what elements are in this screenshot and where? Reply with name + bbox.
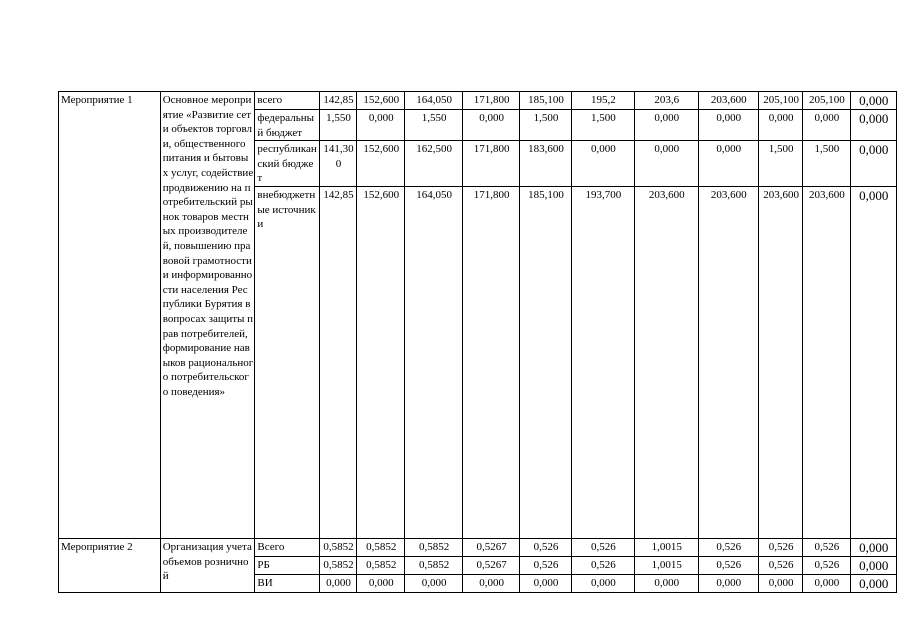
value-cell: 0,000 [850, 110, 896, 141]
value-cell: 0,000 [571, 574, 634, 592]
value-cell: 152,600 [357, 92, 405, 110]
value-cell: 0,5852 [357, 556, 405, 574]
value-cell: 203,6 [635, 92, 698, 110]
value-cell: 0,5852 [357, 538, 405, 556]
value-cell: 0,000 [850, 92, 896, 110]
value-cell: 1,0015 [635, 556, 698, 574]
value-cell: 142,85 [319, 186, 356, 538]
value-cell: 0,526 [698, 538, 758, 556]
funding-source-cell: ВИ [255, 574, 319, 592]
funding-source-cell: РБ [255, 556, 319, 574]
value-cell: 0,000 [698, 574, 758, 592]
value-cell: 171,800 [462, 92, 519, 110]
value-cell: 0,000 [462, 110, 519, 141]
table-row [59, 538, 897, 556]
value-cell: 0,000 [850, 141, 896, 187]
value-cell: 152,600 [357, 141, 405, 187]
event-description-cell: Организация учета объемов розничной [160, 538, 255, 592]
funding-source-cell: внебюджетные источники [255, 186, 319, 538]
value-cell: 0,000 [520, 574, 571, 592]
value-cell: 141,300 [319, 141, 356, 187]
value-cell: 0,000 [698, 110, 758, 141]
value-cell: 0,526 [571, 538, 634, 556]
value-cell: 0,000 [803, 574, 850, 592]
value-cell: 164,050 [405, 186, 462, 538]
value-cell: 0,5267 [462, 556, 519, 574]
value-cell: 1,500 [758, 141, 802, 187]
value-cell: 0,526 [520, 538, 571, 556]
value-cell: 0,000 [850, 538, 896, 556]
value-cell: 0,5852 [319, 538, 356, 556]
table-body [59, 92, 897, 593]
table-row [59, 92, 897, 110]
value-cell: 0,000 [357, 574, 405, 592]
value-cell: 0,000 [698, 141, 758, 187]
value-cell: 0,526 [571, 556, 634, 574]
value-cell: 0,526 [698, 556, 758, 574]
value-cell: 0,000 [850, 186, 896, 538]
value-cell: 0,000 [571, 141, 634, 187]
funding-source-cell: республиканский бюджет [255, 141, 319, 187]
value-cell: 185,100 [520, 92, 571, 110]
value-cell: 195,2 [571, 92, 634, 110]
value-cell: 1,500 [571, 110, 634, 141]
value-cell: 0,526 [758, 538, 802, 556]
value-cell: 203,600 [698, 92, 758, 110]
value-cell: 0,000 [850, 574, 896, 592]
value-cell: 152,600 [357, 186, 405, 538]
value-cell: 193,700 [571, 186, 634, 538]
value-cell: 0,000 [319, 574, 356, 592]
value-cell: 0,5267 [462, 538, 519, 556]
value-cell: 0,526 [803, 556, 850, 574]
value-cell: 142,85 [319, 92, 356, 110]
value-cell: 1,500 [520, 110, 571, 141]
value-cell: 0,5852 [405, 538, 462, 556]
value-cell: 0,000 [758, 574, 802, 592]
value-cell: 171,800 [462, 186, 519, 538]
value-cell: 0,5852 [405, 556, 462, 574]
value-cell: 205,100 [758, 92, 802, 110]
value-cell: 0,526 [520, 556, 571, 574]
value-cell: 0,000 [635, 141, 698, 187]
value-cell: 0,000 [462, 574, 519, 592]
value-cell: 164,050 [405, 92, 462, 110]
value-cell: 0,526 [758, 556, 802, 574]
value-cell: 0,000 [405, 574, 462, 592]
value-cell: 185,100 [520, 186, 571, 538]
value-cell: 0,5852 [319, 556, 356, 574]
budget-table [58, 91, 897, 593]
value-cell: 0,000 [850, 556, 896, 574]
value-cell: 0,526 [803, 538, 850, 556]
event-name-cell: Мероприятие 1 [59, 92, 161, 539]
value-cell: 0,000 [357, 110, 405, 141]
value-cell: 203,600 [803, 186, 850, 538]
value-cell: 183,600 [520, 141, 571, 187]
funding-source-cell: всего [255, 92, 319, 110]
value-cell: 205,100 [803, 92, 850, 110]
funding-source-cell: Всего [255, 538, 319, 556]
value-cell: 1,550 [319, 110, 356, 141]
value-cell: 162,500 [405, 141, 462, 187]
value-cell: 1,550 [405, 110, 462, 141]
value-cell: 203,600 [758, 186, 802, 538]
value-cell: 0,000 [758, 110, 802, 141]
event-description-cell: Основное мероприятие «Развитие сети объектов торговли, общественного питания и бытовых услуг, содействие продвижению на потребительский рынок товаров местных производителей, повышению правовой грамотности и информированности населения Республики Бурятия в вопросах защиты прав потребителей, формирование навыков рационального потребительского поведения» [160, 92, 255, 539]
value-cell: 1,500 [803, 141, 850, 187]
value-cell: 203,600 [698, 186, 758, 538]
value-cell: 203,600 [635, 186, 698, 538]
value-cell: 0,000 [635, 574, 698, 592]
value-cell: 1,0015 [635, 538, 698, 556]
event-name-cell: Мероприятие 2 [59, 538, 161, 592]
value-cell: 0,000 [803, 110, 850, 141]
value-cell: 0,000 [635, 110, 698, 141]
value-cell: 171,800 [462, 141, 519, 187]
funding-source-cell: федеральный бюджет [255, 110, 319, 141]
